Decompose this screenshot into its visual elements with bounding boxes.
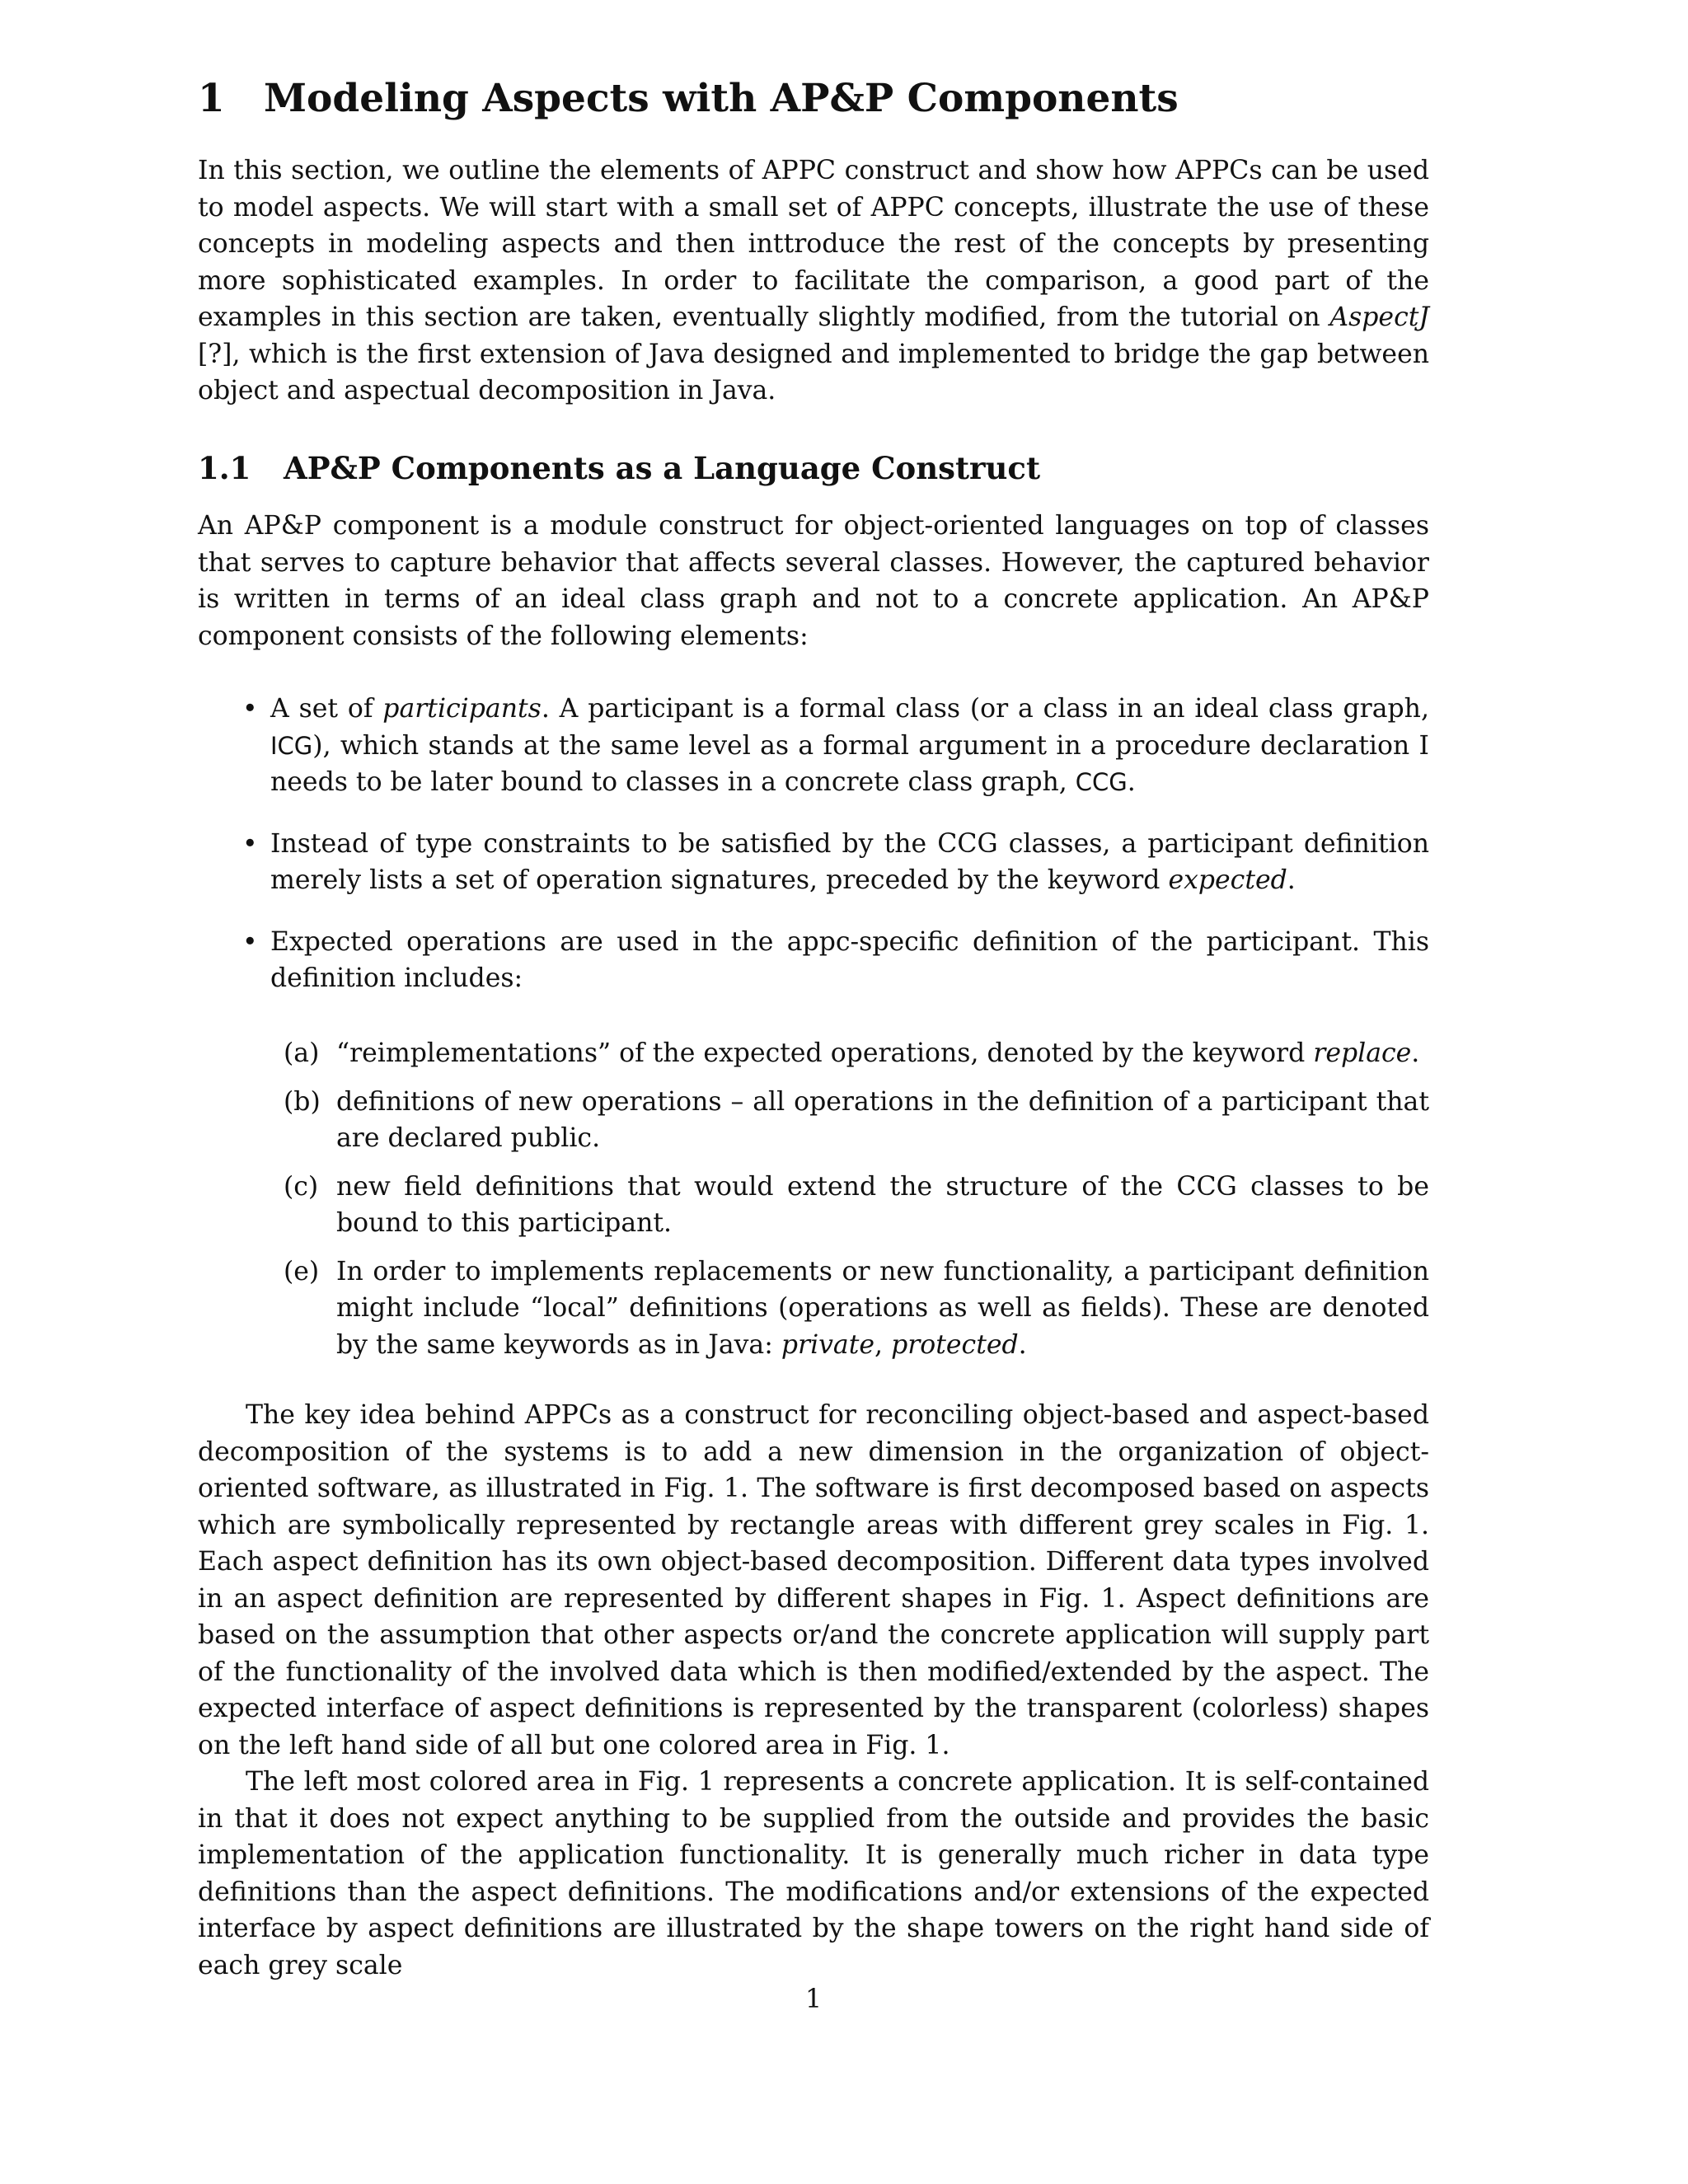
subsection-intro: An AP&P component is a module construct for object-oriented languages on top of classes that serves to capture behavior that affects several classes. However, the captured behavior is written in terms of an ideal class graph and not to a concrete application. An AP&P component consists of the following elements: (198, 511, 1429, 651)
bullet-icon: • (242, 828, 258, 859)
sublist-text: new field definitions that would extend the structure of the CCG classes to be bound to this participant. (336, 1171, 1429, 1238)
section-title: Modeling Aspects with AP&P Components (264, 76, 1179, 121)
section-heading (198, 76, 1179, 121)
bullet-text: Instead of type constraints to be satisfied by the CCG classes, a participant definition merely lists a set of operation signatures, preceded by the keyword (270, 828, 1429, 895)
subsection-title: AP&P Components as a Language Construct (284, 450, 1041, 486)
sublist-text: In order to implements replacements or new functionality, a participant definition might include “local” definitions (operations as well as fields). These are denoted by the same keywords as in Java: (336, 1256, 1429, 1360)
section-number: 1 (198, 76, 225, 121)
participants-term: participants (382, 694, 542, 724)
expected-term: expected (1168, 865, 1287, 895)
list-item (198, 924, 1429, 997)
aspectj-term: AspectJ (1329, 302, 1429, 332)
sublist-item (198, 1035, 1429, 1072)
sublist-label: (a) (284, 1038, 320, 1068)
element-list (198, 691, 1429, 997)
protected-term: protected (891, 1329, 1019, 1360)
ccg-term: CCG (1075, 768, 1128, 796)
bullet-text: Expected operations are used in the appc-specific definition of the participant. This definition includes: (270, 926, 1429, 993)
sublist-item (198, 1084, 1429, 1157)
page-number: 1 (804, 1985, 823, 2014)
bullet-icon: • (242, 694, 258, 724)
intro-paragraph (198, 152, 1429, 410)
intro-text-2: , which is the first extension of Java designed and implemented to bridge the gap between object and aspectual decomposition in Java. (198, 339, 1429, 405)
bullet-text: ), which stands at the same level as a formal argument in a procedure declaration I needs to be later bound to classes in a concrete class graph, (270, 730, 1429, 797)
sublist-item (198, 1254, 1429, 1364)
bullet-text: . (1287, 865, 1296, 895)
intro-text-1: In this section, we outline the elements of APPC construct and show how APPCs can be used to model aspects. We will start with a small set of APPC concepts, illustrate the use of these concepts in modeling aspects and then inttroduce the rest of the concepts by presenting more sophisticated examples. In order to facilitate the comparison, a good part of the examples in this section are taken, eventually slightly modified, from the tutorial on (198, 156, 1429, 332)
sublist-label: (c) (284, 1171, 319, 1202)
replace-term: replace (1313, 1038, 1412, 1068)
sublist-text: , (874, 1329, 892, 1360)
list-item (198, 691, 1429, 801)
list-item (198, 826, 1429, 899)
sublist-label: (e) (284, 1256, 320, 1286)
sublist-text: definitions of new operations – all operations in the definition of a participant that are declared public. (336, 1086, 1429, 1153)
subsection-heading (198, 450, 1040, 486)
bullet-text: . (1127, 767, 1136, 797)
citation: [?] (198, 339, 232, 369)
sublist-text: . (1411, 1038, 1420, 1068)
bullet-icon: • (242, 926, 258, 957)
sublist-item (198, 1169, 1429, 1242)
sublist-label: (b) (284, 1086, 321, 1117)
body-paragraph-2: The left most colored area in Fig. 1 represents a concrete application. It is self-contained in that it does not expect anything to be supplied from the outside and provides the basic implementation of the application functionality. It is generally much richer in data type definitions than the aspect definitions. The modifications and/or extensions of the expected interface by aspect definitions are illustrated by the shape towers on the right hand side of each grey scale (198, 1767, 1429, 1980)
bullet-text: A set of (270, 694, 383, 724)
icg-term: ICG (270, 731, 313, 760)
body-paragraph-1: The key idea behind APPCs as a construct for reconciling object-based and aspect-based decomposition of the systems is to add a new dimension in the organization of object-oriented software, as illustrated in Fig. 1. The software is first decomposed based on aspects which are symbolically represented by rectangle areas with different grey scales in Fig. 1. Each aspect definition has its own object-based decomposition. Different data types involved in an aspect definition are represented by different shapes in Fig. 1. Aspect definitions are based on the assumption that other aspects or/and the concrete application will supply part of the functionality of the involved data which is then modified/extended by the aspect. The expected interface of aspect definitions is represented by the transparent (colorless) shapes on the left hand side of all but one colored area in Fig. 1. (198, 1400, 1429, 1760)
private-term: private (781, 1329, 875, 1360)
bullet-text: . A participant is a formal class (or a class in an ideal class graph, (541, 694, 1429, 724)
subsection-number: 1.1 (198, 450, 251, 486)
sublist-text: . (1018, 1329, 1027, 1360)
definition-sublist (198, 1035, 1429, 1363)
sublist-text: “reimplementations” of the expected operations, denoted by the keyword (336, 1038, 1314, 1068)
